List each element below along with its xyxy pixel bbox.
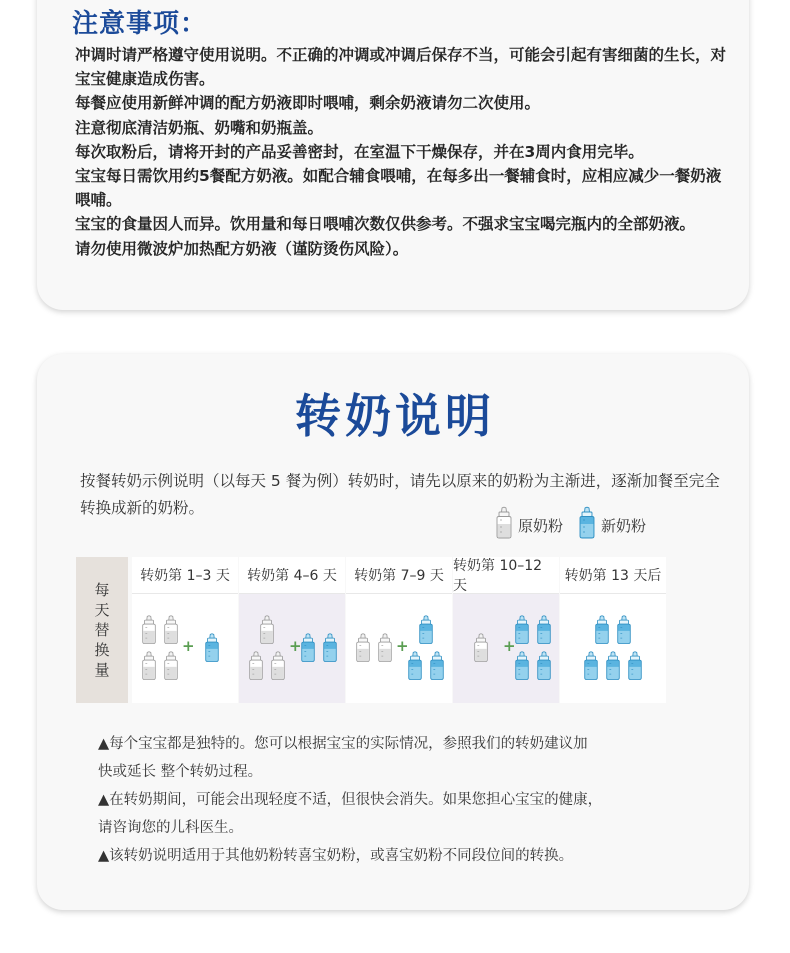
baby-bottle-gray-icon [269, 651, 287, 685]
switch-notes [98, 730, 708, 870]
notice-item: 宝宝的食量因人而异。饮用量和每日喂哺次数仅供参考。不强求宝宝喝完瓶内的全部奶液。 [75, 215, 696, 234]
baby-bottle-blue-icon [535, 651, 553, 685]
legend-old [494, 506, 563, 544]
baby-bottle-blue-icon [604, 651, 622, 685]
plus-icon: + [396, 637, 409, 655]
column-bottles [453, 594, 559, 703]
column-days-10-12 [453, 557, 559, 703]
baby-bottle-gray-icon [140, 615, 158, 649]
column-header: 转奶第 10–12 天 [453, 557, 559, 594]
baby-bottle-blue-icon [577, 506, 597, 544]
column-bottles [346, 594, 452, 703]
baby-bottle-gray-icon [354, 633, 372, 667]
column-bottles [239, 594, 345, 703]
column-header: 转奶第 4–6 天 [239, 557, 345, 594]
side-label-char: 替 [94, 621, 110, 639]
baby-bottle-gray-icon [247, 651, 265, 685]
baby-bottle-gray-icon [162, 615, 180, 649]
column-header: 转奶第 7–9 天 [346, 557, 452, 594]
notice-item: 每餐应使用新鲜冲调的配方奶液即时喂哺，剩余奶液请勿二次使用。 [75, 94, 541, 113]
note-line: 请咨询您的儿科医生。 [98, 820, 243, 836]
legend-old-label: 原奶粉 [518, 516, 564, 535]
notice-list [75, 43, 735, 261]
side-label-char: 量 [94, 661, 110, 679]
baby-bottle-blue-icon [582, 651, 600, 685]
baby-bottle-blue-icon [203, 633, 221, 667]
note-line: ▲该转奶说明适用于其他奶粉转喜宝奶粉，或喜宝奶粉不同段位间的转换。 [98, 848, 574, 864]
notice-item: 每次取粉后，请将开封的产品妥善密封，在室温下干燥保存，并在3周内食用完毕。 [75, 142, 644, 161]
notice-item: 宝宝每日需饮用约5餐配方奶液。如配合辅食喂哺，在每多出一餐辅食时，应相应减少一餐奶液喂哺。 [75, 167, 722, 210]
column-days-7-9 [346, 557, 452, 703]
side-label-char: 换 [94, 641, 110, 659]
notice-item: 冲调时请严格遵守使用说明。不正确的冲调或冲调后保存不当，可能会引起有害细菌的生长，对宝宝健康造成伤害。 [75, 46, 727, 89]
plus-icon: + [182, 637, 195, 655]
notice-title: 注意事项： [72, 9, 208, 39]
side-label-char: 每 [94, 581, 110, 599]
baby-bottle-blue-icon [513, 615, 531, 649]
column-days-1-3 [132, 557, 238, 703]
baby-bottle-gray-icon [140, 651, 158, 685]
notice-item: 请勿使用微波炉加热配方奶液（谨防烫伤风险）。 [75, 239, 409, 258]
note-line: ▲每个宝宝都是独特的。您可以根据宝宝的实际情况，参照我们的转奶建议加 [98, 736, 588, 752]
note-line: ▲在转奶期间，可能会出现轻度不适，但很快会消失。如果您担心宝宝的健康， [98, 792, 603, 808]
baby-bottle-gray-icon [472, 633, 490, 667]
baby-bottle-blue-icon [615, 615, 633, 649]
note-line: 快或延长 整个转奶过程。 [98, 764, 263, 780]
switch-title: 转奶说明 [295, 389, 495, 443]
baby-bottle-blue-icon [593, 615, 611, 649]
column-header: 转奶第 13 天后 [560, 557, 666, 594]
baby-bottle-blue-icon [513, 651, 531, 685]
baby-bottle-blue-icon [321, 633, 339, 667]
baby-bottle-blue-icon [428, 651, 446, 685]
column-bottles [560, 594, 666, 703]
baby-bottle-gray-icon [376, 633, 394, 667]
side-label [76, 557, 128, 703]
switch-intro: 按餐转奶示例说明（以每天 5 餐为例）转奶时，请先以原来的奶粉为主渐进，逐渐加餐至完全转换成新的奶粉。 [80, 472, 720, 517]
legend-new-label: 新奶粉 [601, 516, 647, 535]
plus-icon: + [289, 637, 302, 655]
baby-bottle-blue-icon [417, 615, 435, 649]
side-label-char: 天 [94, 601, 110, 619]
plus-icon: + [503, 637, 516, 655]
legend-new [577, 506, 646, 544]
baby-bottle-blue-icon [299, 633, 317, 667]
column-header: 转奶第 1–3 天 [132, 557, 238, 594]
baby-bottle-gray-icon [494, 506, 514, 544]
baby-bottle-blue-icon [626, 651, 644, 685]
baby-bottle-blue-icon [535, 615, 553, 649]
column-day-13-plus [560, 557, 666, 703]
column-bottles [132, 594, 238, 703]
baby-bottle-gray-icon [162, 651, 180, 685]
baby-bottle-blue-icon [406, 651, 424, 685]
column-days-4-6 [239, 557, 345, 703]
bottle-legend [494, 508, 660, 542]
switch-table [76, 557, 670, 703]
notice-item: 注意彻底清洁奶瓶、奶嘴和奶瓶盖。 [75, 118, 324, 137]
baby-bottle-gray-icon [258, 615, 276, 649]
